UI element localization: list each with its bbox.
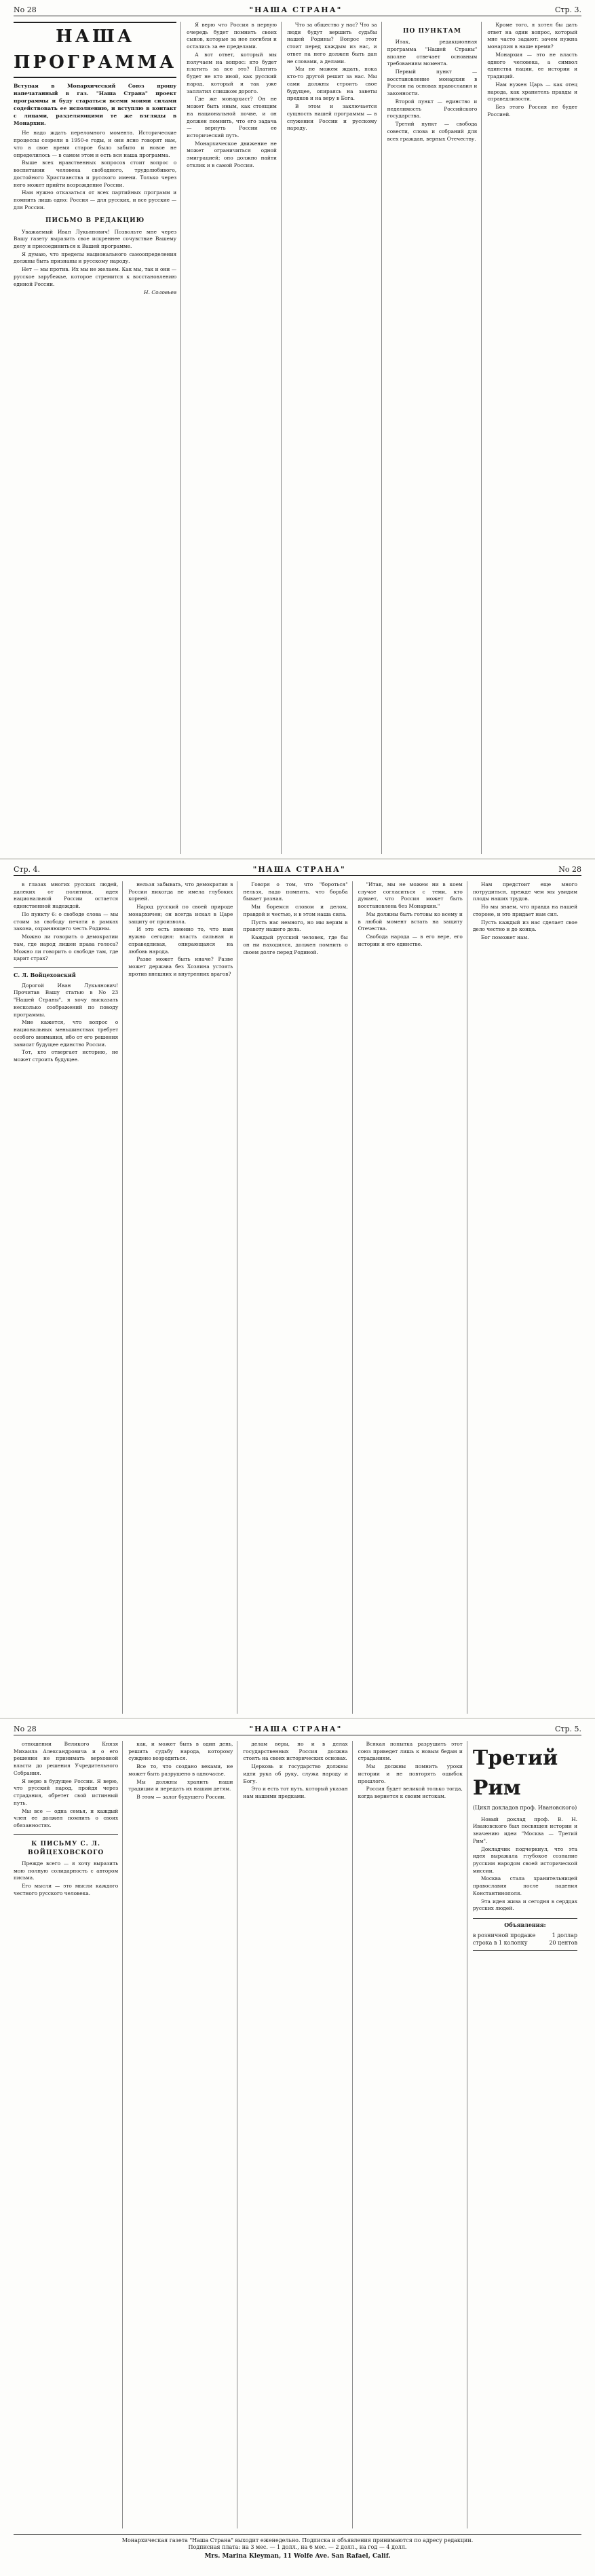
paragraph: Говоря о том, что "бороться" нельзя, надо помнить, что борьба бывает разная.	[243, 881, 348, 902]
paragraph: Итак, редакционная программа "Нашей Страны" вполне отвечает основным требованиям момента.	[387, 39, 478, 67]
ad-rate-label: строка в 1 колонку	[472, 1940, 528, 1947]
paragraph: Мы не можем ждать, пока кто-то другой решит за нас. Мы сами должны строить свое будущее, опираясь на заветы предков и на веру в Бога.	[286, 66, 377, 102]
paragraph: Прежде всего — я хочу выразить мою полную солидарность с автором письма.	[14, 1860, 119, 1881]
page-header	[14, 4, 581, 16]
column-4	[358, 1741, 467, 2528]
page-header	[14, 864, 581, 876]
paragraph: Пусть каждый из нас сделает свое дело честно и до конца.	[472, 919, 578, 933]
paragraph: Монархия — это не власть одного человека, а символ единства нации, ее истории и традиций.	[487, 51, 578, 80]
issue-number: No 28	[14, 5, 37, 14]
ad-rates-title: Объявления:	[504, 1921, 546, 1929]
footer-line: Подписная плата: на 3 мес. — 1 долл., на 6 мес. — 2 долл., на год — 4 долл.	[188, 2544, 407, 2551]
column-1	[14, 22, 181, 854]
article-columns	[14, 22, 581, 854]
paragraph: По пункту 6: о свободе слова — мы стоим за свободу печати в рамках закона, охраняющего честь Родины.	[14, 910, 119, 932]
paragraph: Каждый русский человек, где бы он ни находился, должен помнить о своем долге перед Родиной.	[243, 934, 348, 955]
paragraph: Мы должны хранить наши традиции и передать их нашим детям.	[128, 1778, 233, 1792]
paragraph: Тот, кто отвергает историю, не может строить будущее.	[14, 1049, 119, 1063]
newspaper-page-5	[0, 1719, 595, 2576]
paragraph: как, и может быть в один день, решить судьбу народа, которому суждено возродиться.	[128, 1741, 233, 1762]
paragraph: Кроме того, я хотел бы дать ответ на один вопрос, который мне часто задают: зачем нужна монархия в наше время?	[487, 22, 578, 50]
newspaper-page-3	[0, 0, 595, 860]
ad-rate-row	[473, 1939, 577, 1947]
paragraph: Что за общество у нас? Что за люди будут вершить судьбы нашей Родины? Вопрос этот стоит перед каждым из нас, и ответ на него должен быть дан не словами, а делами.	[286, 22, 377, 65]
paragraph: Это и есть тот путь, который указан нам нашими предками.	[243, 1786, 348, 1800]
page-header	[14, 1723, 581, 1735]
paragraph: В этом — залог будущего России.	[136, 1794, 226, 1801]
column-5	[473, 881, 581, 1714]
column-3	[287, 22, 382, 854]
divider	[14, 967, 118, 968]
paragraph: Где же монархист? Он не может быть иным, как стоящим на национальной почве, и он должен помнить, что его задача — вернуть России ее исторический путь.	[187, 96, 277, 139]
paragraph: Все то, что создано веками, не может быть разрушено в одночасье.	[128, 1763, 233, 1777]
paragraph: Бог поможет нам.	[480, 934, 529, 941]
article-title: Третий Рим	[472, 1746, 558, 1800]
paragraph: Мы должны помнить уроки истории и не повторять ошибок прошлого.	[358, 1763, 463, 1784]
newspaper-page-4	[0, 860, 595, 1719]
ad-rates-box	[473, 1918, 577, 1951]
masthead: "НАША СТРАНА"	[252, 865, 346, 874]
column-3	[243, 881, 352, 1714]
article-columns	[14, 881, 581, 1714]
paragraph: Дорогой Иван Лукьянович! Прочитав Вашу статью в No 23 "Нашей Страны", я хочу высказать несколько соображений по поводу программы.	[14, 982, 119, 1018]
column-1	[14, 881, 123, 1714]
column-2	[128, 881, 237, 1714]
paragraph: Можно ли говорить о демократии там, где народ лишен права голоса? Можно ли говорить о свободе там, где царит страх?	[14, 934, 119, 962]
column-5	[487, 22, 581, 854]
page-number: Стр. 3.	[554, 5, 581, 14]
article-columns	[14, 1741, 581, 2528]
lead-paragraph: Вступая в Монархический Союз прошу напечатанный в газ. "Наша Страна" проект программы и буду стараться всеми моими силами содействовать ее исполнению, и вступлю в контакт с лицами, разделяющими те же взгляды в Монархии.	[14, 83, 177, 127]
paragraph: Мне кажется, что вопрос о национальных меньшинствах требует особого внимания, ибо от его решения зависит будущее единство России.	[14, 1019, 119, 1048]
divider	[14, 1834, 118, 1835]
paragraph: "Итак, мы не можем ни в коем случае согласиться с теми, кто думает, что Россия может быть восстановлена без Монархии."	[358, 881, 463, 910]
letter-heading: ПИСЬМО В РЕДАКЦИЮ	[45, 217, 145, 225]
paragraph: В этом и заключается сущность нашей программы — в служении России и русскому народу.	[286, 103, 377, 132]
paragraph: Эта идея жива и сегодня в сердцах русских людей.	[472, 1898, 578, 1912]
ad-rate-price: 20 центов	[549, 1940, 578, 1947]
issue-number: No 28	[558, 865, 581, 874]
article-author: С. Л. Войцеховский	[14, 972, 76, 979]
paragraph: Я верю что Россия в первую очередь будет помнить своих сынов, которые за нее погибли и остались за ее пределами.	[187, 22, 277, 50]
section-heading: ПО ПУНКТАМ	[402, 28, 461, 35]
page-number: Стр. 5.	[554, 1725, 581, 1733]
paragraph: в глазах многих русских людей, далеких от политики, идея национальной России остается единственной надеждой.	[14, 881, 119, 910]
paragraph: Новый доклад проф. В. Н. Ивановского был посвящен истории и значению идеи "Москва — Третий Рим".	[472, 1816, 578, 1844]
paragraph: Я верю в будущее России. Я верю, что русский народ, пройдя через страдания, обретет свой истинный путь.	[14, 1778, 119, 1806]
paragraph: Нам предстоит еще много потрудиться, прежде чем мы увидим плоды наших трудов.	[472, 881, 578, 902]
ad-rate-row	[473, 1932, 577, 1940]
paragraph: Россия будет великой только тогда, когда вернется к своим истокам.	[358, 1786, 463, 1800]
paragraph: Мы боремся словом и делом, правдой и честью, и в этом наша сила.	[243, 904, 348, 917]
ad-rate-label: в розничной продаже	[472, 1932, 536, 1938]
page-number: Стр. 4.	[14, 865, 41, 874]
paragraph: Не надо ждать переломного момента. Исторические процессы созрели в 1950-е годы, и они ясно говорят нам, что в свое время старое было забыто и новое не определилось — в самом этом и есть вся наша программа.	[14, 130, 177, 158]
paragraph: Народ русский по своей природе монархичен; он всегда искал в Царе защиту от произвола.	[128, 904, 233, 925]
issue-number: No 28	[14, 1725, 37, 1733]
paragraph: делам веры, но и в делах государственных Россия должна стоять на своих исторических основах.	[243, 1741, 348, 1762]
column-3	[243, 1741, 352, 2528]
paragraph: Нам нужно отказаться от всех партийных программ и помнить лишь одно: Россия — для русских, и все русские — для России.	[14, 189, 177, 210]
footer-line: Монархическая газета "Наша Страна" выходит еженедельно. Подписка и объявления принимаются по адресу редакции.	[121, 2537, 474, 2543]
ad-rate-price: 1 доллар	[552, 1932, 578, 1938]
column-4	[387, 22, 482, 854]
column-2	[187, 22, 282, 854]
footer-address: Mrs. Marina Kleyman, 11 Wolfe Ave. San Rafael, Calif.	[204, 2552, 391, 2560]
masthead: "НАША СТРАНА"	[249, 5, 343, 14]
column-1	[14, 1741, 123, 2528]
paragraph: Второй пункт — единство и неделимость Российского государства.	[387, 98, 478, 119]
paragraph: Его мысли — это мысли каждого честного русского человека.	[14, 1883, 119, 1896]
headline: НАША ПРОГРАММА	[14, 22, 176, 78]
paragraph: Я думаю, что пределы национального самоопределения должны быть признаны и русскому народу.	[14, 251, 177, 265]
paragraph: нельзя забывать, что демократия в России никогда не имела глубоких корней.	[128, 881, 233, 902]
paragraph: Мы должны быть готовы ко всему и в любой момент встать на защиту Отечества.	[358, 910, 463, 932]
paragraph: А вот ответ, который мы получаем на вопрос: кто будет платить за все это? Платить будет не кто иной, как русский народ, который и так уже заплатил слишком дорого.	[187, 51, 277, 94]
paragraph: Без этого Россия не будет Россией.	[487, 104, 578, 117]
publisher-footer	[14, 2534, 581, 2572]
paragraph: Пусть нас немного, но мы верим в правоту нашего дела.	[243, 919, 348, 933]
letter-heading: К ПИСЬМУ С. Л. ВОЙЦЕХОВСКОГО	[28, 1840, 104, 1856]
paragraph: Всякая попытка разрушить этот союз приведет лишь к новым бедам и страданиям.	[358, 1741, 463, 1762]
letter-signature: Н. Соловьев	[144, 289, 177, 296]
paragraph: Москва стала хранительницей православия после падения Константинополя.	[472, 1875, 578, 1896]
paragraph: Докладчик подчеркнул, что эта идея выражала глубокое сознание русским народом своей исторической миссии.	[472, 1845, 578, 1874]
column-2	[128, 1741, 237, 2528]
paragraph: Нет — мы против. Их мы не желаем. Как мы, так и они — русское зарубежье, которое стремится к восстановлению единой России.	[14, 266, 177, 287]
paragraph: И это есть именно то, что нам нужно сегодня: власть сильная и справедливая, опирающаяся на любовь народа.	[128, 926, 233, 955]
paragraph: Мы все — одна семья, и каждый член ее должен помнить о своих обязанностях.	[14, 1807, 119, 1829]
masthead: "НАША СТРАНА"	[249, 1725, 343, 1733]
column-5	[473, 1741, 581, 2528]
paragraph: Первый пункт — восстановление монархии в России на основах православия и законности.	[387, 68, 478, 97]
paragraph: Монархическое движение не может ограничиться одной эмиграцией; оно должно найти отклик и в самой России.	[187, 140, 277, 168]
column-4	[358, 881, 467, 1714]
paragraph: отношении Великого Князя Михаила Александровича и о его решении не принимать верховной власти до решения Учредительного Собрания.	[14, 1741, 119, 1776]
article-subtitle: (Цикл докладов проф. Ивановского)	[472, 1805, 577, 1811]
paragraph: Но мы знаем, что правда на нашей стороне, и это придает нам сил.	[472, 904, 578, 917]
paragraph: Разве может быть иначе? Разве может держава без Хозяина устоять против внешних и внутренних врагов?	[128, 956, 233, 977]
paragraph: Свобода народа — в его вере, его истории и его единстве.	[358, 934, 463, 947]
paragraph: Уважаемый Иван Лукьянович! Позвольте мне через Вашу газету выразить свое искреннее сочувствие Вашему делу и присоединиться к Вашей программе.	[14, 228, 177, 249]
paragraph: Нам нужен Царь — как отец народа, как хранитель правды и справедливости.	[487, 81, 578, 103]
paragraph: Церковь и государство должны идти рука об руку, служа народу и Богу.	[243, 1763, 348, 1784]
paragraph: Выше всех нравственных вопросов стоит вопрос о воспитании человека свободного, трудолюбивого, достойного Христианства и русского имени. Только через него может прийти возрождение России.	[14, 160, 177, 188]
paragraph: Третий пункт — свобода совести, слова и собраний для всех граждан, верных Отечеству.	[387, 121, 478, 142]
